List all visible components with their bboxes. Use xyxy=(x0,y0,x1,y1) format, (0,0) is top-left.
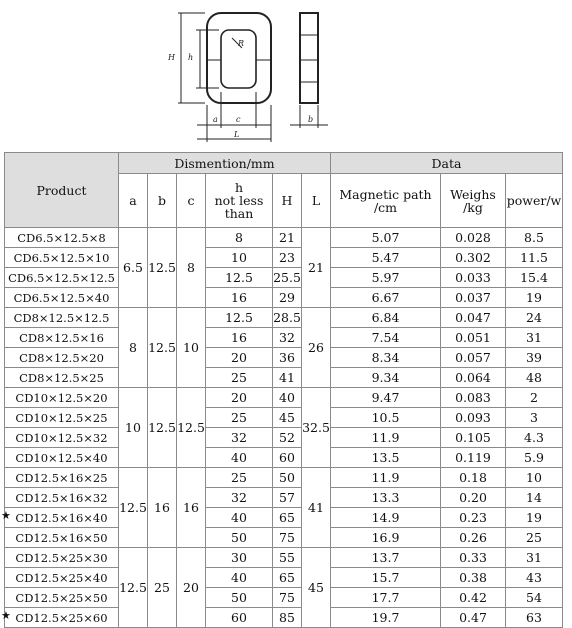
header-weight: Weighs /kg xyxy=(441,174,506,228)
power-cell: 11.5 xyxy=(506,248,563,268)
dim-b-cell: 12.5 xyxy=(148,388,177,468)
magnetic-path-cell: 11.9 xyxy=(331,468,441,488)
dim-h-cell: 25 xyxy=(206,468,273,488)
table-row xyxy=(5,388,563,408)
product-name: CD12.5×16×40 xyxy=(15,510,108,525)
dim-c-cell: 10 xyxy=(177,308,206,388)
product-cell xyxy=(5,588,119,608)
product-name: CD8×12.5×12.5 xyxy=(13,310,110,325)
power-cell: 10 xyxy=(506,468,563,488)
product-cell xyxy=(1,508,119,528)
star-icon: ★ xyxy=(1,609,11,622)
product-cell xyxy=(5,308,119,328)
power-cell: 4.3 xyxy=(506,428,563,448)
table-row xyxy=(5,448,563,468)
dim-b-cell: 16 xyxy=(148,468,177,548)
power-cell: 2 xyxy=(506,388,563,408)
dim-L-cell: 41 xyxy=(302,468,331,548)
product-name: CD12.5×25×60 xyxy=(15,610,108,625)
product-name: CD6.5×12.5×40 xyxy=(13,290,110,305)
magnetic-path-cell: 13.7 xyxy=(331,548,441,568)
dim-h-cell: 16 xyxy=(206,328,273,348)
table-row xyxy=(5,468,563,488)
weight-cell: 0.083 xyxy=(441,388,506,408)
header-L: L xyxy=(302,174,331,228)
product-cell xyxy=(5,428,119,448)
weight-cell: 0.20 xyxy=(441,488,506,508)
product-name: CD6.5×12.5×8 xyxy=(17,230,106,245)
product-name: CD12.5×25×50 xyxy=(15,590,108,605)
core-side-view xyxy=(300,13,318,103)
product-name: CD12.5×25×40 xyxy=(15,570,108,585)
dim-h-cell: 32 xyxy=(206,428,273,448)
product-name: CD10×12.5×25 xyxy=(15,410,108,425)
power-cell: 19 xyxy=(506,508,563,528)
dim-h-cell: 40 xyxy=(206,508,273,528)
weight-cell: 0.064 xyxy=(441,368,506,388)
product-cell xyxy=(5,408,119,428)
star-icon: ★ xyxy=(1,509,11,522)
dim-L-cell: 26 xyxy=(302,308,331,388)
table-row xyxy=(5,228,563,248)
product-cell xyxy=(5,248,119,268)
dim-h-cell: 50 xyxy=(206,528,273,548)
dim-c-cell: 8 xyxy=(177,228,206,308)
label-a: a xyxy=(213,115,218,124)
magnetic-path-cell: 14.9 xyxy=(331,508,441,528)
dim-H-cell: 25.5 xyxy=(273,268,302,288)
dim-H-cell: 28.5 xyxy=(273,308,302,328)
dim-h-cell: 12.5 xyxy=(206,268,273,288)
weight-cell: 0.051 xyxy=(441,328,506,348)
weight-cell: 0.38 xyxy=(441,568,506,588)
weight-cell: 0.037 xyxy=(441,288,506,308)
power-cell: 48 xyxy=(506,368,563,388)
product-cell xyxy=(5,268,119,288)
dim-H-cell: 32 xyxy=(273,328,302,348)
dim-h-cell: 40 xyxy=(206,568,273,588)
header-magnetic-path: Magnetic path /cm xyxy=(331,174,441,228)
table-row xyxy=(5,308,563,328)
dim-L-cell: 45 xyxy=(302,548,331,628)
weight-cell: 0.302 xyxy=(441,248,506,268)
table-row xyxy=(5,588,563,608)
table-row xyxy=(5,548,563,568)
magnetic-path-cell: 17.7 xyxy=(331,588,441,608)
product-cell xyxy=(5,448,119,468)
table-row xyxy=(5,428,563,448)
magnetic-path-cell: 13.5 xyxy=(331,448,441,468)
weight-cell: 0.093 xyxy=(441,408,506,428)
product-name: CD6.5×12.5×10 xyxy=(13,250,110,265)
weight-cell: 0.057 xyxy=(441,348,506,368)
dim-H-cell: 57 xyxy=(273,488,302,508)
table-row xyxy=(5,408,563,428)
dim-H-cell: 60 xyxy=(273,448,302,468)
header-data: Data xyxy=(331,153,563,174)
table-row xyxy=(5,268,563,288)
dim-H-cell: 21 xyxy=(273,228,302,248)
magnetic-path-cell: 10.5 xyxy=(331,408,441,428)
label-H: H xyxy=(168,53,175,62)
power-cell: 5.9 xyxy=(506,448,563,468)
dim-h-cell: 60 xyxy=(206,608,273,628)
magnetic-path-cell: 6.84 xyxy=(331,308,441,328)
product-name: CD12.5×16×32 xyxy=(15,490,108,505)
dim-h-cell: 16 xyxy=(206,288,273,308)
table-row xyxy=(5,288,563,308)
dim-H-cell: 23 xyxy=(273,248,302,268)
weight-cell: 0.033 xyxy=(441,268,506,288)
power-cell: 15.4 xyxy=(506,268,563,288)
table-row xyxy=(5,248,563,268)
power-cell: 14 xyxy=(506,488,563,508)
dim-a-cell: 12.5 xyxy=(119,548,148,628)
table-row xyxy=(5,368,563,388)
dim-h-cell: 20 xyxy=(206,388,273,408)
product-cell xyxy=(5,288,119,308)
header-a: a xyxy=(119,174,148,228)
magnetic-path-cell: 15.7 xyxy=(331,568,441,588)
header-power: power/w xyxy=(506,174,563,228)
product-name: CD12.5×16×25 xyxy=(15,470,108,485)
power-cell: 24 xyxy=(506,308,563,328)
dim-a-cell: 10 xyxy=(119,388,148,468)
product-cell xyxy=(5,348,119,368)
magnetic-path-cell: 9.47 xyxy=(331,388,441,408)
weight-cell: 0.42 xyxy=(441,588,506,608)
dim-H-cell: 50 xyxy=(273,468,302,488)
power-cell: 63 xyxy=(506,608,563,628)
product-name: CD8×12.5×25 xyxy=(19,370,104,385)
dim-H-cell: 29 xyxy=(273,288,302,308)
product-cell xyxy=(5,388,119,408)
dim-h-cell: 25 xyxy=(206,408,273,428)
core-front-outer xyxy=(207,13,271,103)
dim-L-cell: 21 xyxy=(302,228,331,308)
dim-H-cell: 65 xyxy=(273,568,302,588)
header-c: c xyxy=(177,174,206,228)
power-cell: 43 xyxy=(506,568,563,588)
weight-cell: 0.119 xyxy=(441,448,506,468)
label-L: L xyxy=(234,130,240,139)
dim-c-cell: 16 xyxy=(177,468,206,548)
weight-cell: 0.18 xyxy=(441,468,506,488)
weight-cell: 0.028 xyxy=(441,228,506,248)
dim-h-cell: 20 xyxy=(206,348,273,368)
weight-cell: 0.105 xyxy=(441,428,506,448)
dim-H-cell: 75 xyxy=(273,588,302,608)
dim-H-cell: 36 xyxy=(273,348,302,368)
header-b: b xyxy=(148,174,177,228)
product-name: CD10×12.5×20 xyxy=(15,390,108,405)
product-cell xyxy=(5,328,119,348)
product-cell xyxy=(5,528,119,548)
weight-cell: 0.26 xyxy=(441,528,506,548)
table-row xyxy=(5,608,563,628)
power-cell: 25 xyxy=(506,528,563,548)
label-c: c xyxy=(236,115,241,124)
product-name: CD10×12.5×40 xyxy=(15,450,108,465)
dim-a-cell: 8 xyxy=(119,308,148,388)
table-row xyxy=(5,568,563,588)
magnetic-path-cell: 5.07 xyxy=(331,228,441,248)
magnetic-path-cell: 19.7 xyxy=(331,608,441,628)
product-name: CD8×12.5×20 xyxy=(19,350,104,365)
power-cell: 8.5 xyxy=(506,228,563,248)
dim-b-cell: 12.5 xyxy=(148,228,177,308)
dim-a-cell: 12.5 xyxy=(119,468,148,548)
dim-h-cell: 10 xyxy=(206,248,273,268)
dim-h-cell: 32 xyxy=(206,488,273,508)
dim-L-cell: 32.5 xyxy=(302,388,331,468)
table-row xyxy=(5,488,563,508)
dim-a-cell: 6.5 xyxy=(119,228,148,308)
dim-H-cell: 55 xyxy=(273,548,302,568)
power-cell: 31 xyxy=(506,548,563,568)
magnetic-path-cell: 5.97 xyxy=(331,268,441,288)
core-dimension-diagram xyxy=(0,0,572,152)
product-cell xyxy=(5,228,119,248)
label-h: h xyxy=(188,53,194,62)
label-R: R xyxy=(238,39,245,48)
dim-c-cell: 12.5 xyxy=(177,388,206,468)
product-cell xyxy=(5,368,119,388)
label-b: b xyxy=(308,115,314,124)
product-cell xyxy=(1,608,119,628)
dim-b-cell: 25 xyxy=(148,548,177,628)
dim-b-cell: 12.5 xyxy=(148,308,177,388)
magnetic-path-cell: 11.9 xyxy=(331,428,441,448)
weight-cell: 0.33 xyxy=(441,548,506,568)
product-name: CD8×12.5×16 xyxy=(19,330,104,345)
dim-h-cell: 30 xyxy=(206,548,273,568)
dim-H-cell: 40 xyxy=(273,388,302,408)
product-cell xyxy=(5,568,119,588)
header-dimension: Dismention/mm xyxy=(119,153,331,174)
product-name: CD12.5×16×50 xyxy=(15,530,108,545)
dim-h-cell: 25 xyxy=(206,368,273,388)
table-row xyxy=(5,348,563,368)
table-row xyxy=(5,508,563,528)
power-cell: 19 xyxy=(506,288,563,308)
dim-h-cell: 8 xyxy=(206,228,273,248)
magnetic-path-cell: 7.54 xyxy=(331,328,441,348)
magnetic-path-cell: 8.34 xyxy=(331,348,441,368)
dim-H-cell: 52 xyxy=(273,428,302,448)
header-product: Product xyxy=(5,153,119,228)
weight-cell: 0.47 xyxy=(441,608,506,628)
product-cell xyxy=(5,468,119,488)
dim-h-cell: 12.5 xyxy=(206,308,273,328)
magnetic-path-cell: 16.9 xyxy=(331,528,441,548)
product-cell xyxy=(5,488,119,508)
dim-H-cell: 65 xyxy=(273,508,302,528)
weight-cell: 0.23 xyxy=(441,508,506,528)
header-h: h not less than xyxy=(206,174,273,228)
power-cell: 31 xyxy=(506,328,563,348)
power-cell: 3 xyxy=(506,408,563,428)
power-cell: 39 xyxy=(506,348,563,368)
core-spec-table xyxy=(1,152,563,628)
dim-c-cell: 20 xyxy=(177,548,206,628)
power-cell: 54 xyxy=(506,588,563,608)
table-row xyxy=(5,328,563,348)
dim-H-cell: 75 xyxy=(273,528,302,548)
magnetic-path-cell: 6.67 xyxy=(331,288,441,308)
product-name: CD12.5×25×30 xyxy=(15,550,108,565)
dim-H-cell: 41 xyxy=(273,368,302,388)
product-cell xyxy=(5,548,119,568)
product-name: CD6.5×12.5×12.5 xyxy=(8,270,115,285)
dim-h-cell: 40 xyxy=(206,448,273,468)
dim-h-cell: 50 xyxy=(206,588,273,608)
magnetic-path-cell: 9.34 xyxy=(331,368,441,388)
table-row xyxy=(5,528,563,548)
magnetic-path-cell: 5.47 xyxy=(331,248,441,268)
header-H: H xyxy=(273,174,302,228)
weight-cell: 0.047 xyxy=(441,308,506,328)
magnetic-path-cell: 13.3 xyxy=(331,488,441,508)
product-name: CD10×12.5×32 xyxy=(15,430,108,445)
dim-H-cell: 45 xyxy=(273,408,302,428)
dim-H-cell: 85 xyxy=(273,608,302,628)
